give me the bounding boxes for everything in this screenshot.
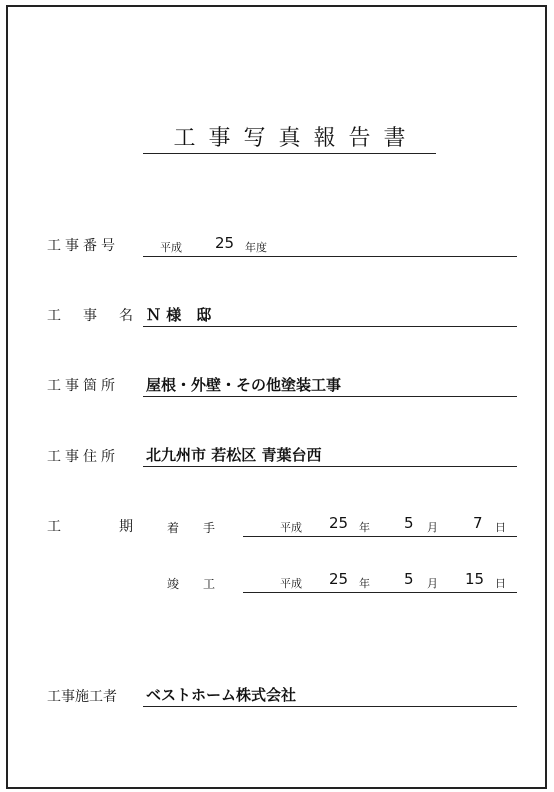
construction-address-underline (143, 466, 517, 467)
completion-month-unit: 月 (427, 577, 438, 590)
start-month-unit: 月 (427, 521, 438, 534)
construction-period-label: 工 期 (47, 519, 137, 535)
construction-name-label: 工 事 名 (47, 308, 137, 324)
completion-underline (243, 592, 517, 593)
construction-address-value: 北九州市 若松区 青葉台西 (146, 446, 322, 464)
completion-era: 平成 (280, 577, 302, 590)
start-year-unit: 年 (359, 521, 370, 534)
contractor-value: ベストホーム株式会社 (146, 686, 297, 704)
completion-year: 25 (329, 570, 349, 588)
construction-number-label: 工事番号 (47, 238, 119, 254)
start-underline (243, 536, 517, 537)
page-frame (6, 5, 547, 789)
construction-number-era: 平成 (160, 241, 182, 254)
construction-number-underline (143, 256, 517, 257)
completion-month: 5 (404, 570, 414, 588)
construction-address-label: 工事住所 (47, 449, 119, 465)
construction-number-unit: 年度 (245, 241, 267, 254)
completion-day: 15 (465, 570, 485, 588)
contractor-label: 工事施工者 (47, 689, 117, 705)
construction-number-year: 25 (215, 234, 235, 252)
document-title: 工事写真報告書 (143, 124, 436, 154)
start-year: 25 (329, 514, 349, 532)
completion-year-unit: 年 (359, 577, 370, 590)
construction-location-value: 屋根・外壁・その他塗装工事 (146, 376, 342, 394)
construction-location-label: 工事箇所 (47, 378, 119, 394)
construction-name-value: Ｎ 様 邸 (146, 306, 212, 324)
completion-label: 竣 工 (167, 577, 216, 591)
start-month: 5 (404, 514, 414, 532)
contractor-underline (143, 706, 517, 707)
construction-location-underline (143, 396, 517, 397)
start-label: 着 手 (167, 521, 216, 535)
construction-name-underline (143, 326, 517, 327)
start-day-unit: 日 (495, 521, 506, 534)
start-era: 平成 (280, 521, 302, 534)
start-day: 7 (473, 514, 483, 532)
completion-day-unit: 日 (495, 577, 506, 590)
